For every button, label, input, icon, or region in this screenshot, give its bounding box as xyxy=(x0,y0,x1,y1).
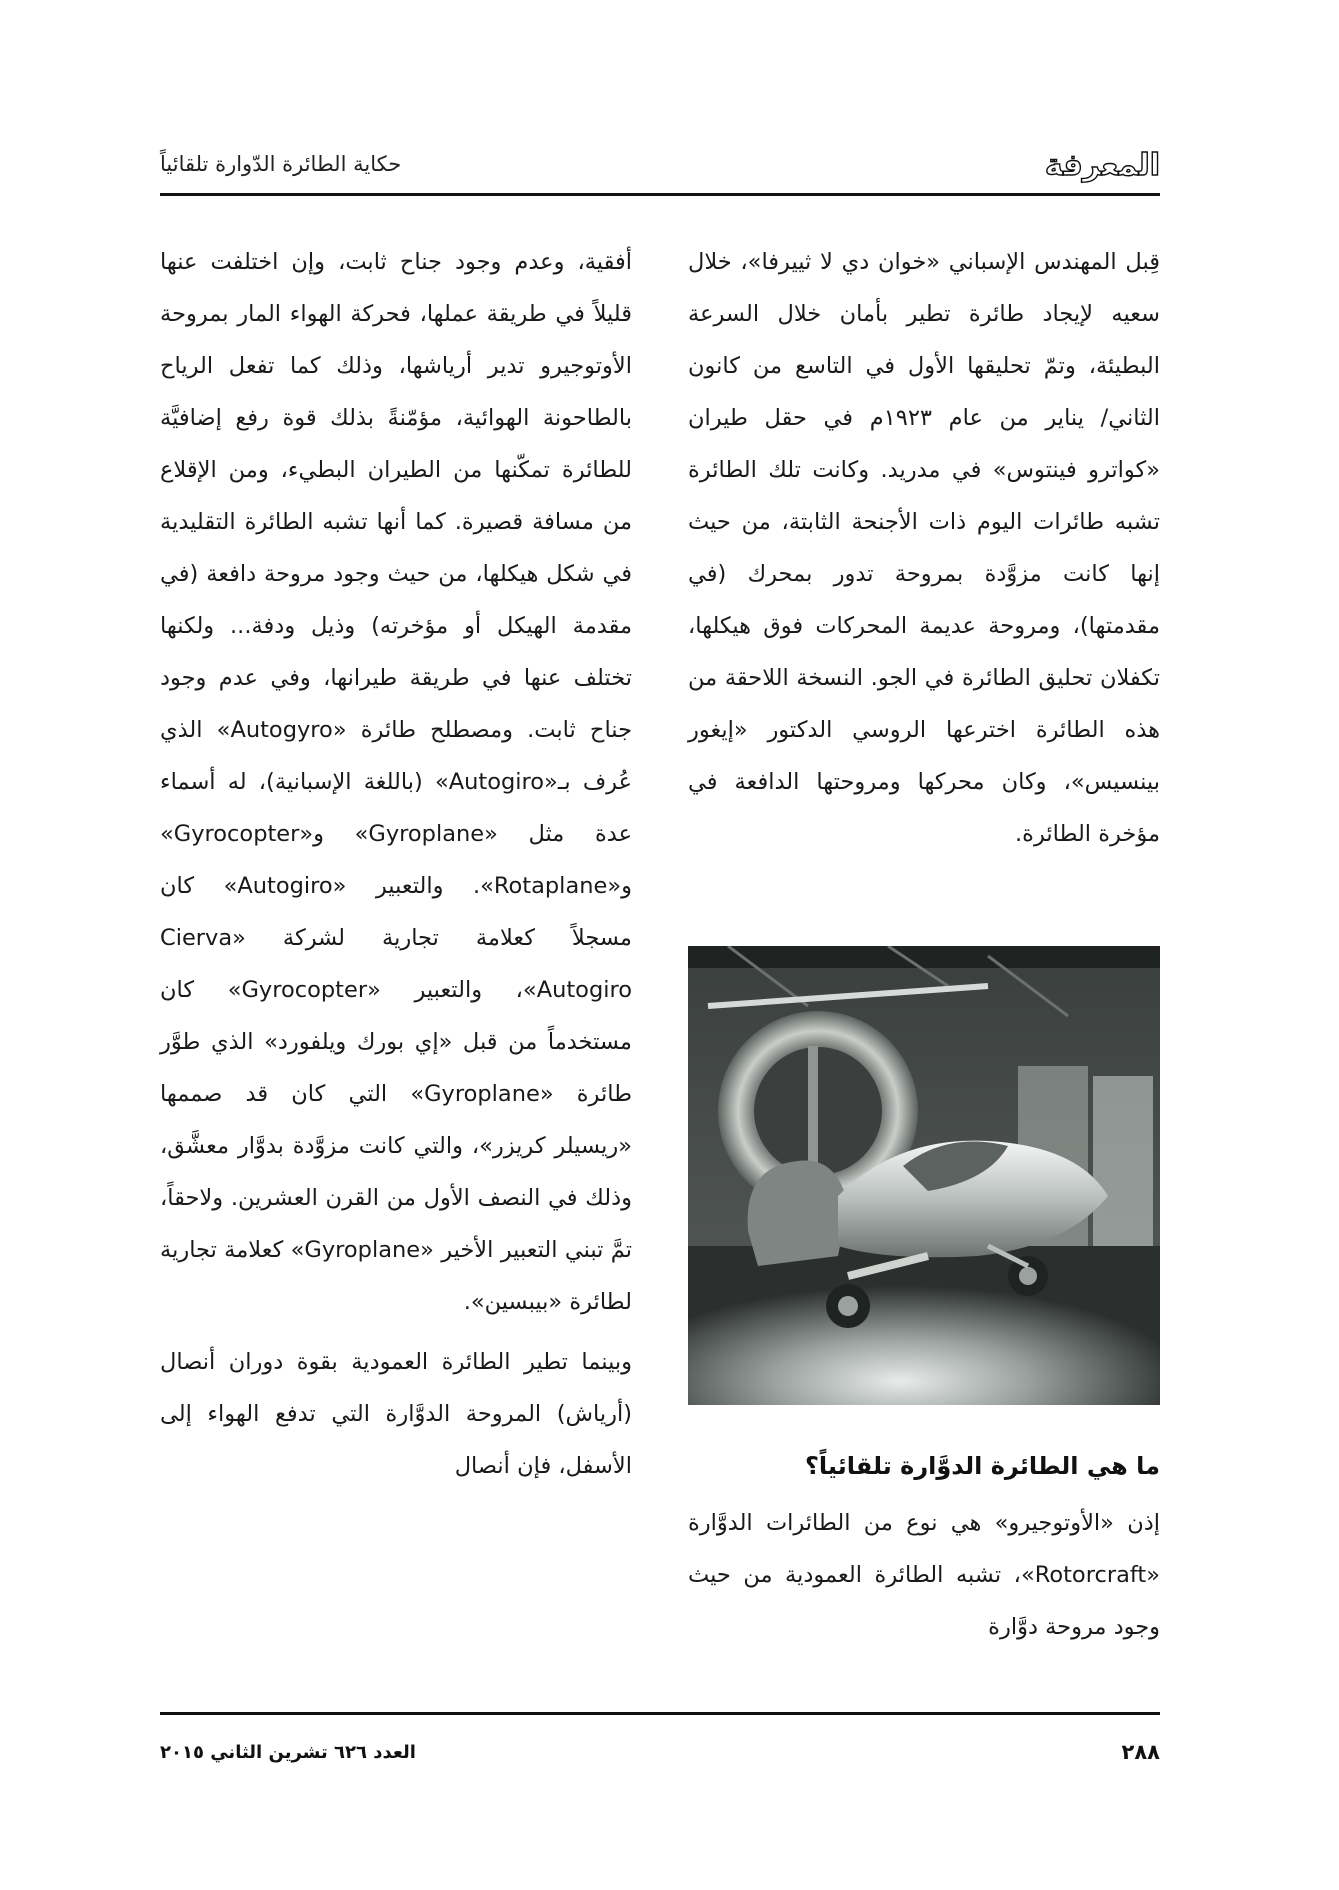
page-number: ٢٨٨ xyxy=(1121,1740,1160,1764)
running-title: حكاية الطائرة الدّوارة تلقائياً xyxy=(160,152,402,176)
body-paragraph: قِبل المهندس الإسباني «خوان دي لا ثييرفا»، خلال سعيه لإيجاد طائرة تطير بأمان خلال السرعة البطيئة، وتمّ تحليقها الأول في التاسع من كانون الثاني/ يناير من عام ١٩٢٣م في حقل طيران «كواترو فينتوس» في مدريد. وكانت تلك الطائرة تشبه طائرات اليوم ذات الأجنحة الثابتة، من حيث إنها كانت مزوَّدة بمروحة تدور بمحرك (في مقدمتها)، ومروحة عديمة المحركات فوق هيكلها، تكفلان تحليق الطائرة في الجو. النسخة اللاحقة من هذه الطائرة اخترعها الروسي الدكتور «إيغور بينسيس»، وكان محركها ومروحتها الدافعة في مؤخرة الطائرة. xyxy=(688,249,1160,847)
header-rule xyxy=(160,193,1160,196)
footer-rule xyxy=(160,1712,1160,1715)
body-paragraph: وبينما تطير الطائرة العمودية بقوة دوران أنصال (أرياش) المروحة الدوَّارة التي تدفع الهواء إلى الأسفل، فإن أنصال xyxy=(160,1349,632,1479)
issue-info: العدد ٦٢٦ تشرين الثاني ٢٠١٥ xyxy=(160,1742,416,1763)
body-paragraph: إذن «الأوتوجيرو» هي نوع من الطائرات الدوَّارة «Rotorcraft»، تشبه الطائرة العمودية من حيث وجود مروحة دوَّارة xyxy=(688,1510,1160,1640)
magazine-logo: المعرفة xyxy=(1044,148,1160,183)
section-column xyxy=(688,1497,1160,1653)
section-heading: ما هي الطائرة الدوَّارة تلقائياً؟ xyxy=(804,1452,1160,1480)
gyroplane-illustration xyxy=(688,946,1160,1405)
gyroplane-photo xyxy=(688,946,1160,1405)
right-column xyxy=(688,236,1160,860)
left-column xyxy=(160,236,632,1492)
body-paragraph: أفقية، وعدم وجود جناح ثابت، وإن اختلفت عنها قليلاً في طريقة عملها، فحركة الهواء المار بمروحة الأوتوجيرو تدير أرياشها، وذلك كما تفعل الرياح بالطاحونة الهوائية، مؤمّنةً بذلك قوة رفع إضافيَّة للطائرة تمكّنها من الطيران البطيء، ومن الإقلاع من مسافة قصيرة. كما أنها تشبه الطائرة التقليدية في شكل هيكلها، من حيث وجود مروحة دافعة (في مقدمة الهيكل أو مؤخرته) وذيل ودفة... ولكنها تختلف عنها في طريقة طيرانها، وفي عدم وجود جناح ثابت. ومصطلح طائرة «Autogyro» الذي عُرف بـ«Autogiro» (باللغة الإسبانية)، له أسماء عدة مثل «Gyroplane» و«Gyrocopter» و«Rotaplane». والتعبير «Autogiro» كان مسجلاً كعلامة تجارية لشركة «Cierva Autogiro»، والتعبير «Gyrocopter» كان مستخدماً من قبل «إي بورك ويلفورد» الذي طوَّر طائرة «Gyroplane» التي كان قد صممها «ريسيلر كريزر»، والتي كانت مزوَّدة بدوَّار معشَّق، وذلك في النصف الأول من القرن العشرين. ولاحقاً، تمَّ تبني التعبير الأخير «Gyroplane» كعلامة تجارية لطائرة «بيبسين». xyxy=(160,249,632,1315)
page-header xyxy=(160,148,1160,188)
